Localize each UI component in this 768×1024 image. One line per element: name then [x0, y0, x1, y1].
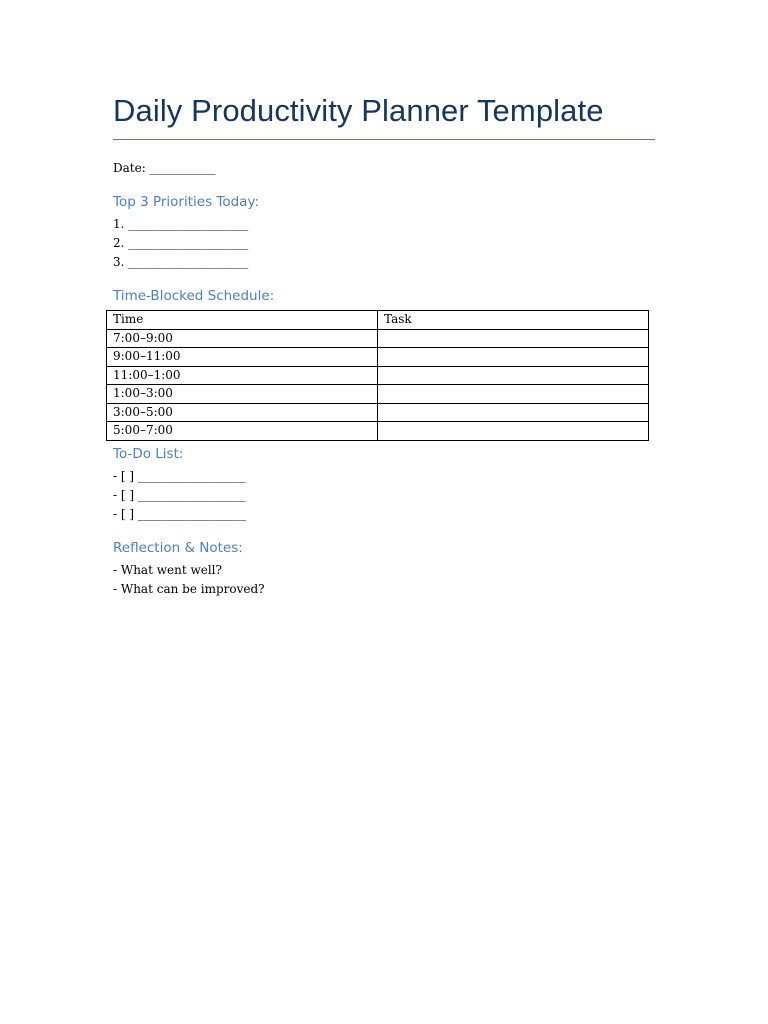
- table-row: [107, 329, 649, 348]
- schedule-heading: Time-Blocked Schedule:: [113, 288, 275, 304]
- time-cell: 11:00–1:00: [107, 366, 378, 385]
- task-cell: [378, 329, 649, 348]
- task-cell: [378, 348, 649, 367]
- time-cell: 1:00–3:00: [107, 385, 378, 404]
- time-cell: 5:00–7:00: [107, 422, 378, 441]
- table-row: [107, 422, 649, 441]
- todo-heading: To-Do List:: [113, 446, 184, 462]
- table-row: [107, 403, 649, 422]
- title-underline: [113, 139, 655, 140]
- time-cell: 7:00–9:00: [107, 329, 378, 348]
- task-cell: [378, 366, 649, 385]
- priority-item-2: 2. ____________________: [113, 236, 249, 250]
- task-cell: [378, 403, 649, 422]
- priority-item-1: 1. ____________________: [113, 217, 249, 231]
- table-header-row: [107, 311, 649, 330]
- task-cell: [378, 422, 649, 441]
- priority-item-3: 3. ____________________: [113, 255, 249, 269]
- table-row: [107, 348, 649, 367]
- schedule-table: [106, 310, 649, 441]
- table-row: [107, 366, 649, 385]
- todo-item-2: - [ ] __________________: [113, 488, 246, 502]
- todo-item-1: - [ ] __________________: [113, 469, 246, 483]
- table-row: [107, 385, 649, 404]
- reflection-heading: Reflection & Notes:: [113, 540, 243, 556]
- page-title: Daily Productivity Planner Template: [113, 93, 604, 128]
- priorities-heading: Top 3 Priorities Today:: [113, 194, 260, 210]
- column-header-task: Task: [378, 311, 649, 330]
- todo-item-3: - [ ] __________________: [113, 507, 246, 521]
- reflection-item-2: - What can be improved?: [113, 582, 265, 596]
- task-cell: [378, 385, 649, 404]
- time-cell: 9:00–11:00: [107, 348, 378, 367]
- time-cell: 3:00–5:00: [107, 403, 378, 422]
- column-header-time: Time: [107, 311, 378, 330]
- date-line: Date: ___________: [113, 161, 216, 175]
- reflection-item-1: - What went well?: [113, 563, 222, 577]
